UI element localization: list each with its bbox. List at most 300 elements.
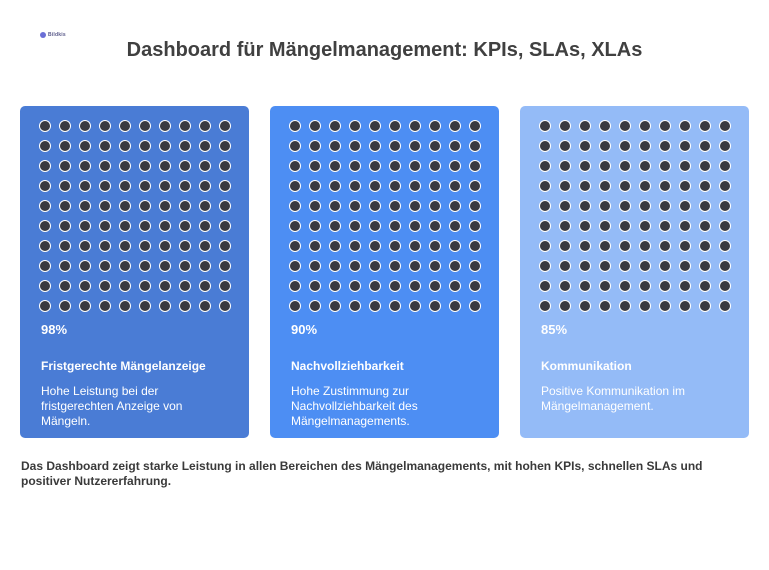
dot (139, 200, 151, 212)
dot (659, 300, 671, 312)
kpi-value: 98% (41, 322, 68, 337)
dot (349, 300, 361, 312)
dot (349, 180, 361, 192)
dot (469, 180, 481, 192)
dot (99, 180, 111, 192)
dot (429, 200, 441, 212)
dot (409, 160, 421, 172)
dot (539, 240, 551, 252)
dot (559, 160, 571, 172)
dot (289, 200, 301, 212)
dot (139, 180, 151, 192)
dot (599, 180, 611, 192)
dot (329, 280, 341, 292)
dot (539, 120, 551, 132)
dot (39, 300, 51, 312)
dot (369, 220, 381, 232)
dot (559, 200, 571, 212)
dot (699, 280, 711, 292)
dot (39, 180, 51, 192)
dot (59, 180, 71, 192)
dot (289, 120, 301, 132)
dot (699, 120, 711, 132)
dot (79, 200, 91, 212)
dot (329, 140, 341, 152)
dot (349, 140, 361, 152)
logo (40, 32, 66, 38)
kpi-description: Positive Kommunikation im Mängelmanagement. (541, 384, 686, 413)
dot (639, 120, 651, 132)
dot (139, 260, 151, 272)
dot (79, 140, 91, 152)
dot (599, 160, 611, 172)
dot (559, 120, 571, 132)
dot (159, 300, 171, 312)
dot-matrix (535, 116, 735, 316)
dot (659, 200, 671, 212)
dot (599, 280, 611, 292)
kpi-card-kommunikation (520, 106, 749, 438)
dot (469, 240, 481, 252)
dot (179, 120, 191, 132)
logo-icon (40, 32, 46, 38)
dot (159, 280, 171, 292)
dot (539, 200, 551, 212)
dot (579, 120, 591, 132)
dot (579, 300, 591, 312)
dot (309, 200, 321, 212)
dot (699, 260, 711, 272)
dot (199, 260, 211, 272)
dot (449, 240, 461, 252)
dot (679, 180, 691, 192)
dot (389, 260, 401, 272)
dot (119, 280, 131, 292)
dot (679, 160, 691, 172)
dot (369, 120, 381, 132)
dot (199, 140, 211, 152)
dot (59, 120, 71, 132)
dot (679, 140, 691, 152)
dot (179, 140, 191, 152)
dot (289, 180, 301, 192)
dot (219, 220, 231, 232)
dot (139, 240, 151, 252)
dot (119, 140, 131, 152)
dot (659, 260, 671, 272)
dot (639, 280, 651, 292)
dot (409, 280, 421, 292)
dot (469, 140, 481, 152)
dot (469, 300, 481, 312)
dot (59, 200, 71, 212)
dot (389, 160, 401, 172)
dot (449, 200, 461, 212)
dot (199, 120, 211, 132)
dot (219, 140, 231, 152)
dot (329, 160, 341, 172)
dot (139, 280, 151, 292)
dot (159, 240, 171, 252)
dot (579, 280, 591, 292)
dot (139, 300, 151, 312)
dot (39, 200, 51, 212)
dot (329, 180, 341, 192)
dot (699, 200, 711, 212)
kpi-value: 85% (541, 322, 568, 337)
dot (679, 280, 691, 292)
dot (679, 200, 691, 212)
dot (159, 180, 171, 192)
dot (99, 160, 111, 172)
dot (409, 120, 421, 132)
dot (369, 200, 381, 212)
dot (719, 180, 731, 192)
dot (389, 140, 401, 152)
dot (639, 260, 651, 272)
dot (329, 120, 341, 132)
dot (119, 260, 131, 272)
dot (119, 240, 131, 252)
dot (79, 300, 91, 312)
dot (599, 300, 611, 312)
dot (429, 140, 441, 152)
dot (219, 160, 231, 172)
dot (699, 140, 711, 152)
dot (719, 220, 731, 232)
dot (59, 160, 71, 172)
dot (179, 280, 191, 292)
dot (389, 300, 401, 312)
dot (59, 140, 71, 152)
dot (39, 280, 51, 292)
dot (39, 120, 51, 132)
dot (429, 280, 441, 292)
dot (219, 300, 231, 312)
dot (329, 300, 341, 312)
dot (389, 200, 401, 212)
dot (309, 300, 321, 312)
dot (719, 240, 731, 252)
dot (619, 120, 631, 132)
dot (599, 120, 611, 132)
dot (559, 180, 571, 192)
dot (329, 240, 341, 252)
dot (679, 240, 691, 252)
dot (369, 280, 381, 292)
dot (179, 160, 191, 172)
dot (369, 140, 381, 152)
dot (559, 280, 571, 292)
page-title: Dashboard für Mängelmanagement: KPIs, SLAs, XLAs (126, 39, 643, 61)
dot (449, 120, 461, 132)
dot-matrix (285, 116, 485, 316)
dot (59, 220, 71, 232)
dot (79, 280, 91, 292)
dot (719, 120, 731, 132)
dot (289, 160, 301, 172)
dot (329, 220, 341, 232)
dot (659, 240, 671, 252)
dot (469, 160, 481, 172)
dot (619, 180, 631, 192)
dot (119, 300, 131, 312)
dot (349, 240, 361, 252)
dot (659, 220, 671, 232)
dot (619, 240, 631, 252)
dot (369, 260, 381, 272)
summary-text: Das Dashboard zeigt starke Leistung in allen Bereichen des Mängelmanagements, mit hohen KPIs, schnellen SLAs und positiver Nutzererfahrung. (21, 459, 703, 488)
dot (369, 160, 381, 172)
dot (559, 140, 571, 152)
dot (679, 120, 691, 132)
dot (139, 140, 151, 152)
dot (99, 120, 111, 132)
dot (539, 180, 551, 192)
dot (389, 220, 401, 232)
dot (559, 300, 571, 312)
dot (449, 160, 461, 172)
dot (99, 240, 111, 252)
dot (389, 180, 401, 192)
dot (309, 280, 321, 292)
kpi-description: Hohe Zustimmung zur Nachvollziehbarkeit des Mängelmanagements. (291, 384, 418, 428)
dot (409, 240, 421, 252)
dot (559, 240, 571, 252)
kpi-card-nachvollziehbarkeit (270, 106, 499, 438)
dot (429, 120, 441, 132)
dot (119, 160, 131, 172)
dot (599, 260, 611, 272)
dot (59, 260, 71, 272)
dot (199, 180, 211, 192)
dot (389, 280, 401, 292)
dot (429, 160, 441, 172)
kpi-label: Fristgerechte Mängelanzeige (41, 359, 206, 373)
dot (449, 300, 461, 312)
dot (619, 260, 631, 272)
dot (429, 300, 441, 312)
dot (599, 200, 611, 212)
dot (639, 140, 651, 152)
dot (659, 120, 671, 132)
dot (449, 280, 461, 292)
dot (159, 160, 171, 172)
dot (619, 220, 631, 232)
dot (289, 220, 301, 232)
dot (639, 160, 651, 172)
dot (679, 260, 691, 272)
dot (449, 140, 461, 152)
dot (449, 260, 461, 272)
dot (719, 200, 731, 212)
dot (719, 280, 731, 292)
dot (99, 300, 111, 312)
dot (349, 280, 361, 292)
dot (639, 200, 651, 212)
dot (99, 220, 111, 232)
dot (159, 140, 171, 152)
dot (659, 280, 671, 292)
dot (199, 300, 211, 312)
dot (199, 240, 211, 252)
dot (699, 220, 711, 232)
dot (219, 280, 231, 292)
dot (159, 220, 171, 232)
dot (409, 300, 421, 312)
dot (39, 220, 51, 232)
dot (349, 120, 361, 132)
dot (679, 300, 691, 312)
dot (179, 200, 191, 212)
kpi-description: Hohe Leistung bei der fristgerechten Anzeige von Mängeln. (41, 384, 183, 428)
dot (409, 140, 421, 152)
dot (659, 160, 671, 172)
dot (579, 140, 591, 152)
dot (699, 180, 711, 192)
dot (309, 120, 321, 132)
dot (369, 180, 381, 192)
dot (719, 300, 731, 312)
dot (99, 200, 111, 212)
dot (159, 200, 171, 212)
dot (429, 260, 441, 272)
dot (369, 240, 381, 252)
dot (59, 300, 71, 312)
dot (179, 300, 191, 312)
dot (39, 140, 51, 152)
dot (349, 260, 361, 272)
dot (309, 140, 321, 152)
dot (139, 120, 151, 132)
kpi-label: Nachvollziehbarkeit (291, 359, 404, 373)
dot (539, 280, 551, 292)
kpi-card-fristgerechte-maengelanzeige (20, 106, 249, 438)
dot (699, 300, 711, 312)
dot (469, 120, 481, 132)
dot (719, 260, 731, 272)
dot (619, 160, 631, 172)
dot (179, 260, 191, 272)
dot (219, 200, 231, 212)
dot (539, 140, 551, 152)
dot (119, 120, 131, 132)
dot (369, 300, 381, 312)
dot (219, 180, 231, 192)
dot (429, 220, 441, 232)
dot (469, 220, 481, 232)
dot (119, 200, 131, 212)
dot (639, 220, 651, 232)
kpi-value: 90% (291, 322, 318, 337)
dot (559, 260, 571, 272)
dot-matrix (35, 116, 235, 316)
dot (139, 160, 151, 172)
dot (219, 260, 231, 272)
dot (619, 140, 631, 152)
dot (99, 280, 111, 292)
dot (539, 260, 551, 272)
dot (79, 220, 91, 232)
dot (389, 240, 401, 252)
dot (159, 260, 171, 272)
dot (679, 220, 691, 232)
dot (539, 220, 551, 232)
dot (199, 160, 211, 172)
dot (289, 280, 301, 292)
dot (429, 240, 441, 252)
dot (599, 140, 611, 152)
dot (79, 120, 91, 132)
dot (659, 140, 671, 152)
dot (39, 160, 51, 172)
dot (619, 200, 631, 212)
dot (79, 240, 91, 252)
dot (469, 280, 481, 292)
dot (619, 300, 631, 312)
dot (469, 260, 481, 272)
dot (289, 260, 301, 272)
dot (199, 200, 211, 212)
dot (219, 120, 231, 132)
dot (389, 120, 401, 132)
dot (309, 180, 321, 192)
dot (579, 200, 591, 212)
dot (219, 240, 231, 252)
dot (639, 240, 651, 252)
dot (619, 280, 631, 292)
dot (199, 220, 211, 232)
dot (179, 220, 191, 232)
dot (199, 280, 211, 292)
dot (469, 200, 481, 212)
dot (349, 220, 361, 232)
dot (579, 240, 591, 252)
dot (329, 260, 341, 272)
dot (39, 260, 51, 272)
dot (449, 220, 461, 232)
dot (449, 180, 461, 192)
dot (289, 140, 301, 152)
dot (579, 220, 591, 232)
dot (79, 180, 91, 192)
dot (59, 240, 71, 252)
dot (719, 160, 731, 172)
dot (579, 180, 591, 192)
dot (659, 180, 671, 192)
dot (429, 180, 441, 192)
dot (309, 260, 321, 272)
dot (309, 240, 321, 252)
dot (719, 140, 731, 152)
dot (599, 220, 611, 232)
dot (639, 300, 651, 312)
dot (79, 260, 91, 272)
kpi-label: Kommunikation (541, 359, 632, 373)
dot (119, 180, 131, 192)
dot (79, 160, 91, 172)
dot (579, 160, 591, 172)
dot (639, 180, 651, 192)
dot (699, 240, 711, 252)
logo-text: Bildkis (48, 32, 66, 38)
dot (329, 200, 341, 212)
dot (599, 240, 611, 252)
dot (39, 240, 51, 252)
dot (409, 200, 421, 212)
dot (559, 220, 571, 232)
dot (119, 220, 131, 232)
